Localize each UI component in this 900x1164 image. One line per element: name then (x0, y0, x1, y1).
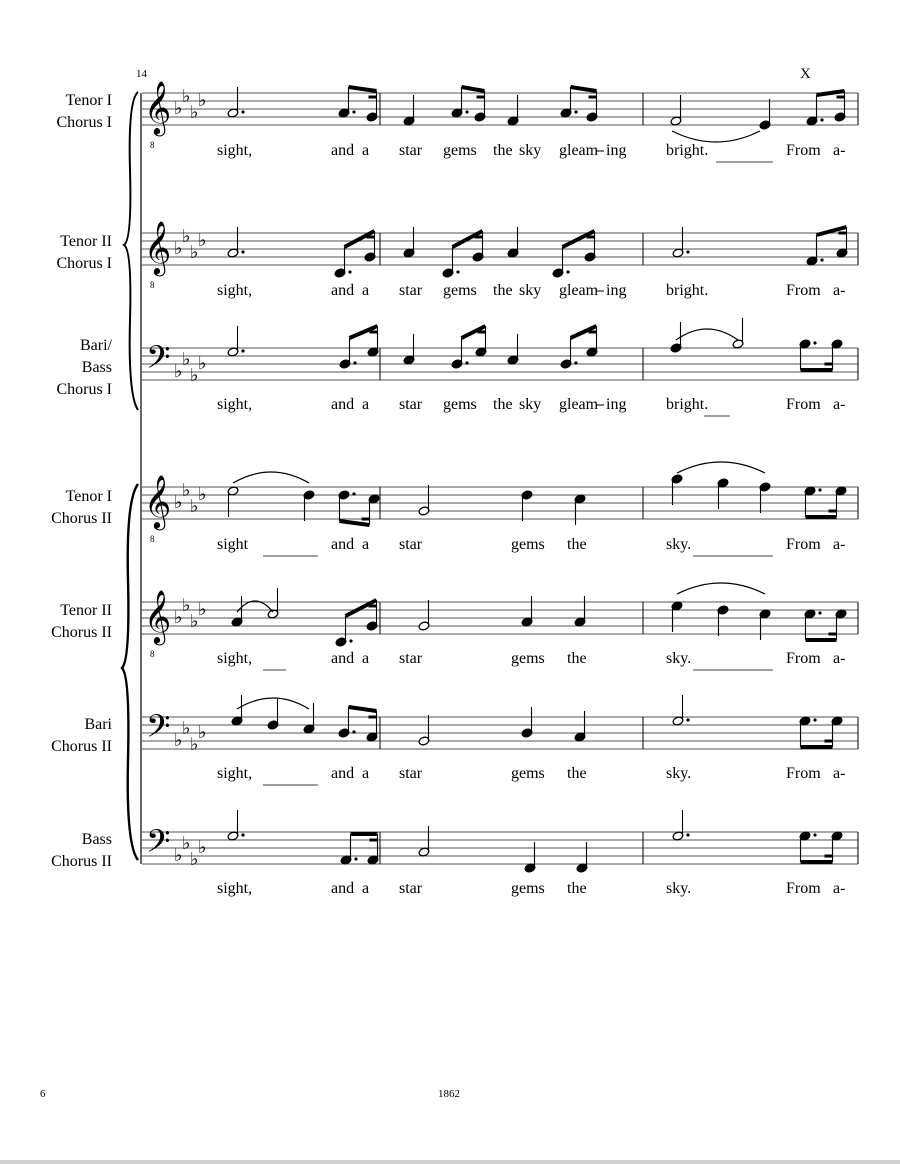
dot (465, 361, 468, 364)
staff-label-line: Chorus I (56, 114, 112, 131)
lyric-syllable: From (786, 142, 821, 159)
lyric-syllable: bright. (666, 282, 709, 299)
flat-icon: ♭ (190, 102, 199, 123)
slur (233, 472, 309, 483)
octave-down-mark: 8 (150, 140, 155, 150)
flat-icon: ♭ (182, 86, 191, 107)
staff-label-line: Tenor I (65, 488, 112, 505)
lyric-syllable: and (331, 650, 355, 667)
lyric-syllable: From (786, 765, 821, 782)
flat-icon: ♭ (182, 349, 191, 370)
flat-icon: ♭ (198, 230, 207, 251)
lyric-syllable: bright. (666, 396, 709, 413)
lyric-syllable: and (331, 765, 355, 782)
octave-down-mark: 8 (150, 534, 155, 544)
lyric-syllable: sky. (666, 650, 692, 667)
dot (813, 718, 816, 721)
lyric-syllable: gems (511, 536, 545, 553)
lyric-syllable: sky (519, 396, 542, 413)
dot (566, 270, 569, 273)
lyric-syllable: sight, (217, 142, 253, 159)
flat-icon: ♭ (174, 98, 183, 119)
beam (462, 87, 485, 91)
lyric-syllable: a (362, 396, 370, 413)
lyric-syllable: and (331, 282, 355, 299)
rehearsal-mark: X (800, 66, 811, 82)
lyric-syllable: From (786, 880, 821, 897)
dot (352, 492, 355, 495)
staff-label-line: Tenor II (60, 602, 112, 619)
dot (813, 341, 816, 344)
staff-label-line: Bass (81, 831, 112, 848)
lyric-syllable: a- (833, 880, 846, 897)
flat-icon: ♭ (198, 599, 207, 620)
page-footer: 1862 (438, 1088, 460, 1100)
flat-icon: ♭ (190, 611, 199, 632)
lyric-syllable: sight (217, 536, 249, 553)
slur (672, 131, 760, 142)
page-bottom-edge (0, 1160, 900, 1164)
dot (354, 857, 357, 860)
lyric-syllable: sky (519, 142, 542, 159)
staff-label-line: Tenor II (60, 233, 112, 250)
lyric-syllable: gems (511, 880, 545, 897)
dot (241, 110, 244, 113)
lyric-syllable: the (493, 282, 513, 299)
bass-clef-icon: 𝄢 (146, 708, 171, 752)
flat-icon: ♭ (174, 361, 183, 382)
staff-label-line: Chorus II (51, 510, 112, 527)
lyric-syllable: From (786, 396, 821, 413)
lyric-syllable: ing (606, 396, 627, 413)
octave-down-mark: 8 (150, 280, 155, 290)
dot (818, 488, 821, 491)
treble-clef-icon: 𝄞 (144, 80, 172, 134)
flat-icon: ♭ (190, 849, 199, 870)
slur (237, 698, 309, 709)
staff-label-line: Chorus II (51, 624, 112, 641)
flat-icon: ♭ (190, 496, 199, 517)
lyric-syllable: the (493, 142, 513, 159)
lyric-syllable: and (331, 880, 355, 897)
flat-icon: ♭ (190, 734, 199, 755)
bass-clef-icon: 𝄢 (146, 339, 171, 383)
flat-icon: ♭ (182, 480, 191, 501)
staff-label-line: Chorus I (56, 381, 112, 398)
lyric-syllable: gems (511, 650, 545, 667)
lyric-syllable: sky. (666, 536, 692, 553)
lyric-syllable: star (399, 282, 423, 299)
flat-icon: ♭ (190, 365, 199, 386)
beam (340, 521, 370, 525)
lyric-syllable: sight, (217, 765, 253, 782)
lyric-syllable: sight, (217, 650, 253, 667)
lyric-syllable: and (331, 142, 355, 159)
lyric-syllable: bright. (666, 142, 709, 159)
flat-icon: ♭ (198, 90, 207, 111)
slur (677, 583, 765, 594)
lyric-syllable: sky (519, 282, 542, 299)
lyric-syllable: a (362, 765, 370, 782)
dot (465, 110, 468, 113)
flat-icon: ♭ (198, 722, 207, 743)
lyric-syllable: the (567, 880, 587, 897)
dot (686, 718, 689, 721)
dot (352, 110, 355, 113)
dot (352, 730, 355, 733)
dot (574, 110, 577, 113)
dot (241, 833, 244, 836)
flat-icon: ♭ (190, 242, 199, 263)
dot (241, 349, 244, 352)
lyric-syllable: the (567, 536, 587, 553)
lyric-syllable: a (362, 536, 370, 553)
flat-icon: ♭ (174, 238, 183, 259)
lyric-syllable: a (362, 880, 370, 897)
flat-icon: ♭ (174, 845, 183, 866)
treble-clef-icon: 𝄞 (144, 589, 172, 643)
lyric-syllable: a (362, 142, 370, 159)
flat-icon: ♭ (182, 595, 191, 616)
lyric-syllable: star (399, 765, 423, 782)
lyric-syllable: gleam (559, 396, 599, 413)
flat-icon: ♭ (182, 226, 191, 247)
lyric-syllable: a (362, 650, 370, 667)
lyric-syllable: star (399, 396, 423, 413)
lyric-syllable: the (567, 650, 587, 667)
staff-label-line: Chorus II (51, 853, 112, 870)
brace-chorus-2 (122, 484, 138, 860)
lyric-syllable: a- (833, 396, 846, 413)
flat-icon: ♭ (174, 607, 183, 628)
beam (349, 707, 377, 711)
lyric-syllable: and (331, 396, 355, 413)
slur (676, 329, 738, 340)
lyric-syllable: gems (443, 142, 477, 159)
lyric-syllable: gems (443, 396, 477, 413)
flat-icon: ♭ (198, 484, 207, 505)
lyric-syllable: a- (833, 765, 846, 782)
lyric-syllable: star (399, 650, 423, 667)
lyric-syllable: star (399, 536, 423, 553)
flat-icon: ♭ (174, 492, 183, 513)
staff-label-line: Chorus II (51, 738, 112, 755)
dot (686, 250, 689, 253)
lyric-syllable: sight, (217, 880, 253, 897)
beam (817, 91, 845, 95)
treble-clef-icon: 𝄞 (144, 220, 172, 274)
lyric-syllable: gleam (559, 282, 599, 299)
lyric-syllable: ing (606, 282, 627, 299)
flat-icon: ♭ (174, 730, 183, 751)
staff-label-line: Tenor I (65, 92, 112, 109)
staff-label-line: Chorus I (56, 255, 112, 272)
octave-down-mark: 8 (150, 649, 155, 659)
flat-icon: ♭ (182, 833, 191, 854)
dot (686, 833, 689, 836)
lyric-syllable: ing (606, 142, 627, 159)
lyric-syllable: the (567, 765, 587, 782)
lyric-syllable: a (362, 282, 370, 299)
lyric-syllable: a- (833, 282, 846, 299)
brace-chorus-1 (124, 92, 138, 410)
flat-icon: ♭ (182, 718, 191, 739)
lyric-syllable: gems (443, 282, 477, 299)
lyric-syllable: and (331, 536, 355, 553)
slur (677, 462, 765, 473)
lyric-syllable: sky. (666, 765, 692, 782)
dot (818, 611, 821, 614)
lyric-syllable: a- (833, 142, 846, 159)
staff-label-line: Bari/ (80, 337, 112, 354)
treble-clef-icon: 𝄞 (144, 474, 172, 528)
page-number: 6 (40, 1088, 46, 1100)
dot (241, 250, 244, 253)
dot (820, 118, 823, 121)
staff-label-line: Bass (81, 359, 112, 376)
dot (456, 270, 459, 273)
dot (574, 361, 577, 364)
dot (353, 361, 356, 364)
lyric-syllable: sight, (217, 282, 253, 299)
beam (349, 87, 377, 91)
dot (813, 833, 816, 836)
lyric-syllable: gems (511, 765, 545, 782)
lyric-syllable: star (399, 142, 423, 159)
lyric-syllable: a- (833, 650, 846, 667)
lyric-syllable: star (399, 880, 423, 897)
lyric-syllable: a- (833, 536, 846, 553)
bass-clef-icon: 𝄢 (146, 823, 171, 867)
dot (348, 270, 351, 273)
dot (820, 258, 823, 261)
lyric-syllable: From (786, 650, 821, 667)
flat-icon: ♭ (198, 837, 207, 858)
beam (571, 87, 597, 91)
staff-label-line: Bari (84, 716, 112, 733)
lyric-syllable: the (493, 396, 513, 413)
lyric-syllable: gleam (559, 142, 599, 159)
lyric-syllable: sight, (217, 396, 253, 413)
lyric-syllable: From (786, 536, 821, 553)
flat-icon: ♭ (198, 353, 207, 374)
measure-number: 14 (136, 68, 147, 80)
lyric-syllable: sky. (666, 880, 692, 897)
lyric-syllable: From (786, 282, 821, 299)
dot (349, 639, 352, 642)
